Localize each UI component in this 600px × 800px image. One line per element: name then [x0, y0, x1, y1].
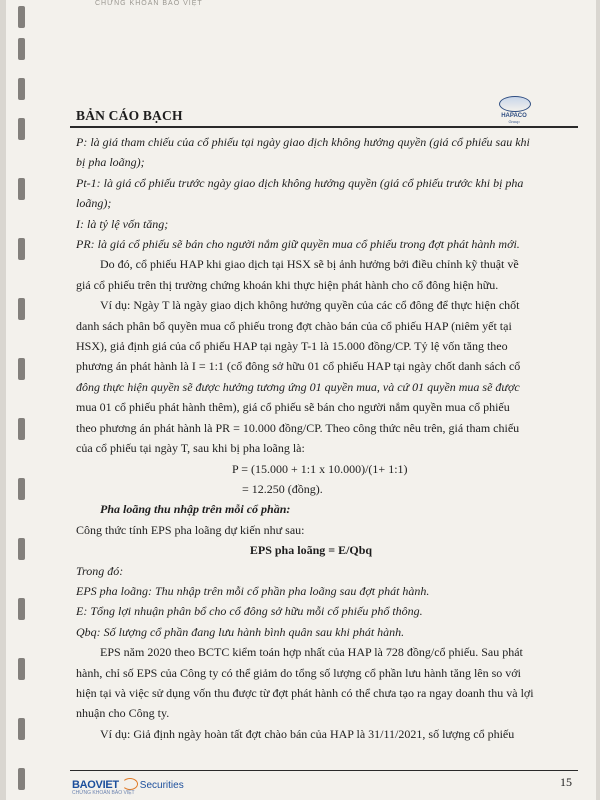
text-line: PR: là giá cổ phiếu sẽ bán cho người nắm giữ quyền mua cổ phiếu trong đợt phát hành mới. [76, 237, 520, 252]
footer-divider [70, 770, 578, 771]
formula-result: = 12.250 (đồng). [242, 481, 323, 496]
text-line: E: Tổng lợi nhuận phân bổ cho cổ đông sở hữu mỗi cổ phiếu phổ thông. [76, 604, 423, 619]
page-title: BẢN CÁO BẠCH [76, 108, 183, 123]
text-line: loãng); [76, 196, 112, 211]
text-line: Qbq: Số lượng cổ phần đang lưu hành bình quân sau khi phát hành. [76, 624, 405, 639]
text-line: I: là tỷ lệ vốn tăng; [76, 216, 169, 231]
text-line: Ví dụ: Giả định ngày hoàn tất đợt chào bán của HAP là 31/11/2021, số lượng cổ phiếu [100, 726, 515, 741]
hapaco-logo [494, 96, 534, 126]
text-line: mua 01 cổ phiếu phát hành thêm), giá cổ phiếu sẽ bán cho người nắm quyền mua cổ phiếu [76, 400, 510, 415]
text-line: Công thức tính EPS pha loãng dự kiến như sau: [76, 522, 305, 537]
text-line: hiện tại và việc sử dụng vốn thu được từ đợt phát hành có thể chưa tạo ra ngay doanh thu và lợi [76, 685, 534, 700]
text-line: bị pha loãng); [76, 155, 145, 170]
text-line: danh sách phân bổ quyền mua cổ phiếu trong đợt chào bán của cổ phiếu HAP (niêm yết tại [76, 318, 512, 333]
hapaco-logo-text: HAPACO [501, 113, 527, 119]
hapaco-mark-icon [499, 96, 531, 112]
section-heading: Pha loãng thu nhập trên mỗi cổ phần: [100, 502, 291, 517]
footer-sub-brand: CHỨNG KHOÁN BẢO VIỆT [72, 790, 135, 796]
top-faint-brand: CHỨNG KHOÁN BẢO VIỆT [95, 0, 203, 7]
page-number: 15 [560, 775, 572, 789]
text-line: HSX), giả định giá của cổ phiếu HAP tại ngày T-1 là 15.000 đồng/CP. Tỷ lệ vốn tăng theo [76, 339, 508, 354]
text-line: đông thực hiện quyền sẽ được hưởng tương ứng 01 quyền mua, và cứ 01 quyền mua sẽ được [76, 379, 520, 394]
eps-formula: EPS pha loãng = E/Qbq [249, 543, 373, 558]
baoviet-swirl-icon [122, 778, 138, 790]
text-line: Do đó, cổ phiếu HAP khi giao dịch tại HSX sẽ bị ảnh hưởng bởi điều chỉnh kỹ thuật về [100, 257, 519, 272]
text-line: Ví dụ: Ngày T là ngày giao dịch không hưởng quyền của các cổ đông để thực hiện chốt [100, 298, 520, 313]
text-line: Pt-1: là giá cổ phiếu trước ngày giao dịch không hưởng quyền (giá cổ phiếu trước khi bị pha [76, 175, 524, 190]
binder-holes [6, 0, 46, 800]
text-line: Trong đó: [76, 563, 124, 578]
formula-line: P = (15.000 + 1:1 x 10.000)/(1+ 1:1) [232, 461, 408, 476]
baoviet-brand: BAOVIET [72, 779, 119, 791]
baoviet-securities: Securities [139, 780, 184, 791]
text-line: EPS năm 2020 theo BCTC kiểm toán hợp nhất của HAP là 728 đồng/cổ phiếu. Sau phát [100, 645, 523, 660]
text-line: của cổ phiếu tại ngày T, sau khi bị pha loãng là: [76, 441, 305, 456]
header-divider [70, 126, 578, 128]
text-line: EPS pha loãng: Thu nhập trên mỗi cổ phần pha loãng sau đợt phát hành. [76, 583, 430, 598]
text-line: nhuận cho Công ty. [76, 706, 170, 721]
text-line: giá cổ phiếu trên thị trường chứng khoán khi thực hiện phát hành cho cổ đông hiện hữu. [76, 277, 499, 292]
text-line: hành, chỉ số EPS của Công ty có thể giảm do tổng số lượng cổ phần lưu hành tăng lên so với [76, 665, 521, 680]
body-text [76, 132, 546, 744]
text-line: phương án phát hành là I = 1:1 (cổ đông sở hữu 01 cổ phiếu HAP tại ngày chốt danh sách cổ [76, 359, 521, 374]
hapaco-logo-sub: Group [508, 119, 520, 124]
text-line: P: là giá tham chiếu của cổ phiếu tại ngày giao dịch không hưởng quyền (giá cổ phiếu sau khi [76, 135, 530, 149]
text-line: theo phương án phát hành là PR = 10.000 đồng/CP. Theo công thức nêu trên, giá tham chiếu [76, 420, 520, 435]
